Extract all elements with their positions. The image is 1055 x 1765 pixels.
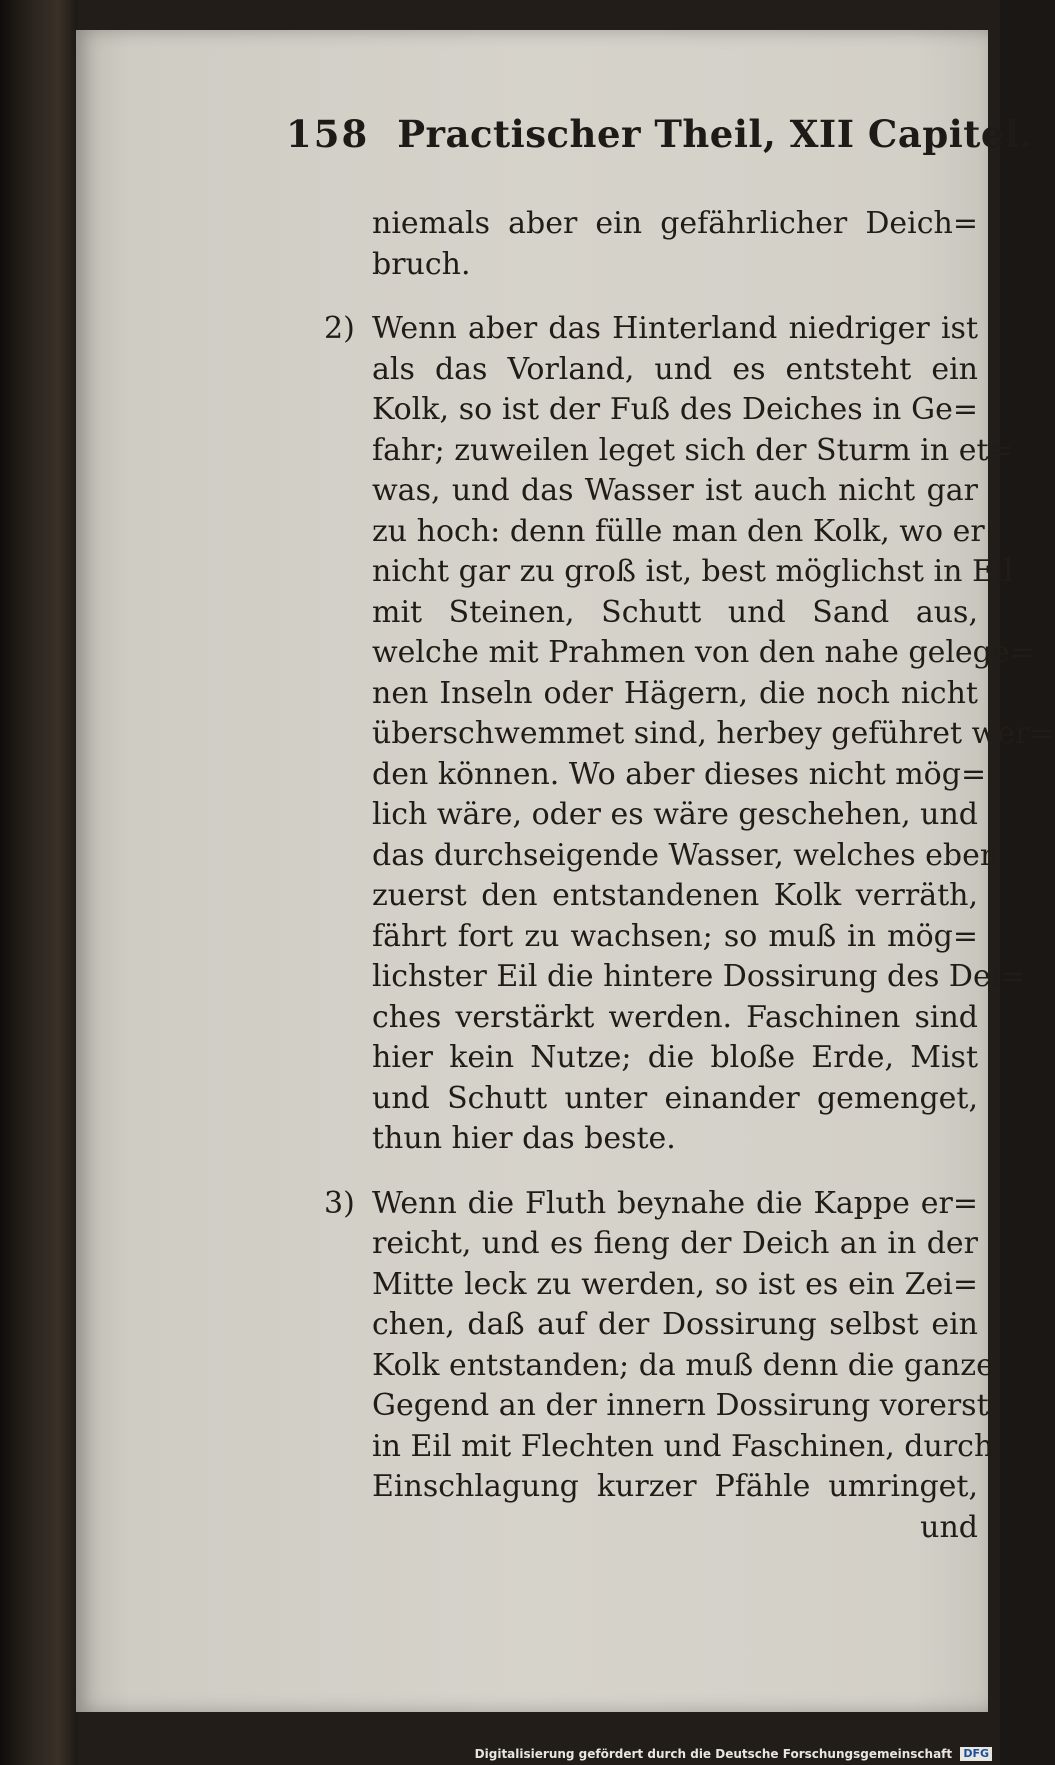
text-line: und Schutt unter einander gemenget, bbox=[372, 1080, 978, 1116]
book-binding bbox=[0, 0, 78, 1765]
text-line: in Eil mit Flechten und Faschinen, durch bbox=[372, 1428, 994, 1464]
text-line: niemals aber ein gefährlicher Deich= bbox=[372, 206, 978, 241]
text-line: Einschlagung kurzer Pfähle umringet, bbox=[372, 1469, 978, 1504]
text-line: nen Inseln oder Hägern, die noch nicht bbox=[372, 675, 978, 711]
text-line: bruch. bbox=[372, 246, 471, 282]
paragraph-gap bbox=[372, 285, 978, 309]
text-line: Kolk, so ist der Fuß des Deiches in Ge= bbox=[372, 392, 978, 427]
paragraph bbox=[324, 309, 1055, 1160]
text-line: den können. Wo aber dieses nicht mög= bbox=[372, 756, 987, 792]
text-line: nicht gar zu groß ist, best möglichst in Eil bbox=[372, 554, 1014, 589]
text-line: das durchseigende Wasser, welches eben bbox=[372, 837, 1000, 873]
text-line: fährt fort zu wachsen; so muß in mög= bbox=[372, 918, 978, 954]
text-line: lich wäre, oder es wäre geschehen, und bbox=[372, 797, 978, 832]
text-line: mit Steinen, Schutt und Sand aus, bbox=[372, 594, 978, 630]
text-line: zu hoch: denn fülle man den Kolk, wo er bbox=[372, 513, 985, 549]
footer-credit bbox=[475, 1747, 992, 1762]
text-line: hier kein Nutze; die bloße Erde, Mist bbox=[372, 1040, 978, 1075]
text-line: reicht, und es fieng der Deich an in der bbox=[372, 1226, 978, 1261]
page-body bbox=[324, 204, 1055, 1548]
text-line: Wenn die Fluth beynahe die Kappe er= bbox=[372, 1185, 978, 1221]
text-line: was, und das Wasser ist auch nicht gar bbox=[372, 473, 978, 508]
text-line: Wenn aber das Hinterland niedriger ist bbox=[372, 311, 978, 346]
running-header bbox=[286, 112, 1033, 156]
footer-text: Digitalisierung gefördert durch die Deutsche Forschungsgemeinschaft bbox=[474, 1746, 953, 1761]
paragraph bbox=[372, 204, 978, 285]
text-line: zuerst den entstandenen Kolk verräth, bbox=[372, 878, 978, 913]
text-line: fahr; zuweilen leget sich der Sturm in et= bbox=[372, 432, 1014, 468]
dfg-logo: DFG bbox=[960, 1747, 992, 1761]
text-line: Mitte leck zu werden, so ist es ein Zei= bbox=[372, 1266, 978, 1302]
paragraph bbox=[324, 1184, 994, 1508]
paragraph-gap bbox=[372, 1160, 978, 1184]
text-line: als das Vorland, und es entsteht ein bbox=[372, 351, 978, 387]
catchword: und bbox=[920, 1509, 978, 1545]
text-line: lichster Eil die hintere Dossirung des Dei= bbox=[372, 959, 1026, 994]
running-title: Practischer Theil, XII Capitel. bbox=[397, 112, 1033, 156]
page-number: 158 bbox=[286, 112, 370, 156]
text-line: welche mit Prahmen von den nahe gelege= bbox=[372, 635, 1035, 670]
text-line: thun hier das beste. bbox=[372, 1121, 676, 1156]
text-line: Gegend an der innern Dossirung vorerst bbox=[372, 1388, 989, 1423]
text-line: chen, daß auf der Dossirung selbst ein bbox=[372, 1307, 978, 1342]
paragraph-number: 3) bbox=[324, 1185, 355, 1221]
text-line: Kolk entstanden; da muß denn die ganze bbox=[372, 1347, 994, 1383]
text-line: ches verstärkt werden. Faschinen sind bbox=[372, 999, 978, 1035]
paragraph-number: 2) bbox=[324, 311, 355, 346]
text-line: überschwemmet sind, herbey geführet wer= bbox=[372, 716, 1055, 751]
